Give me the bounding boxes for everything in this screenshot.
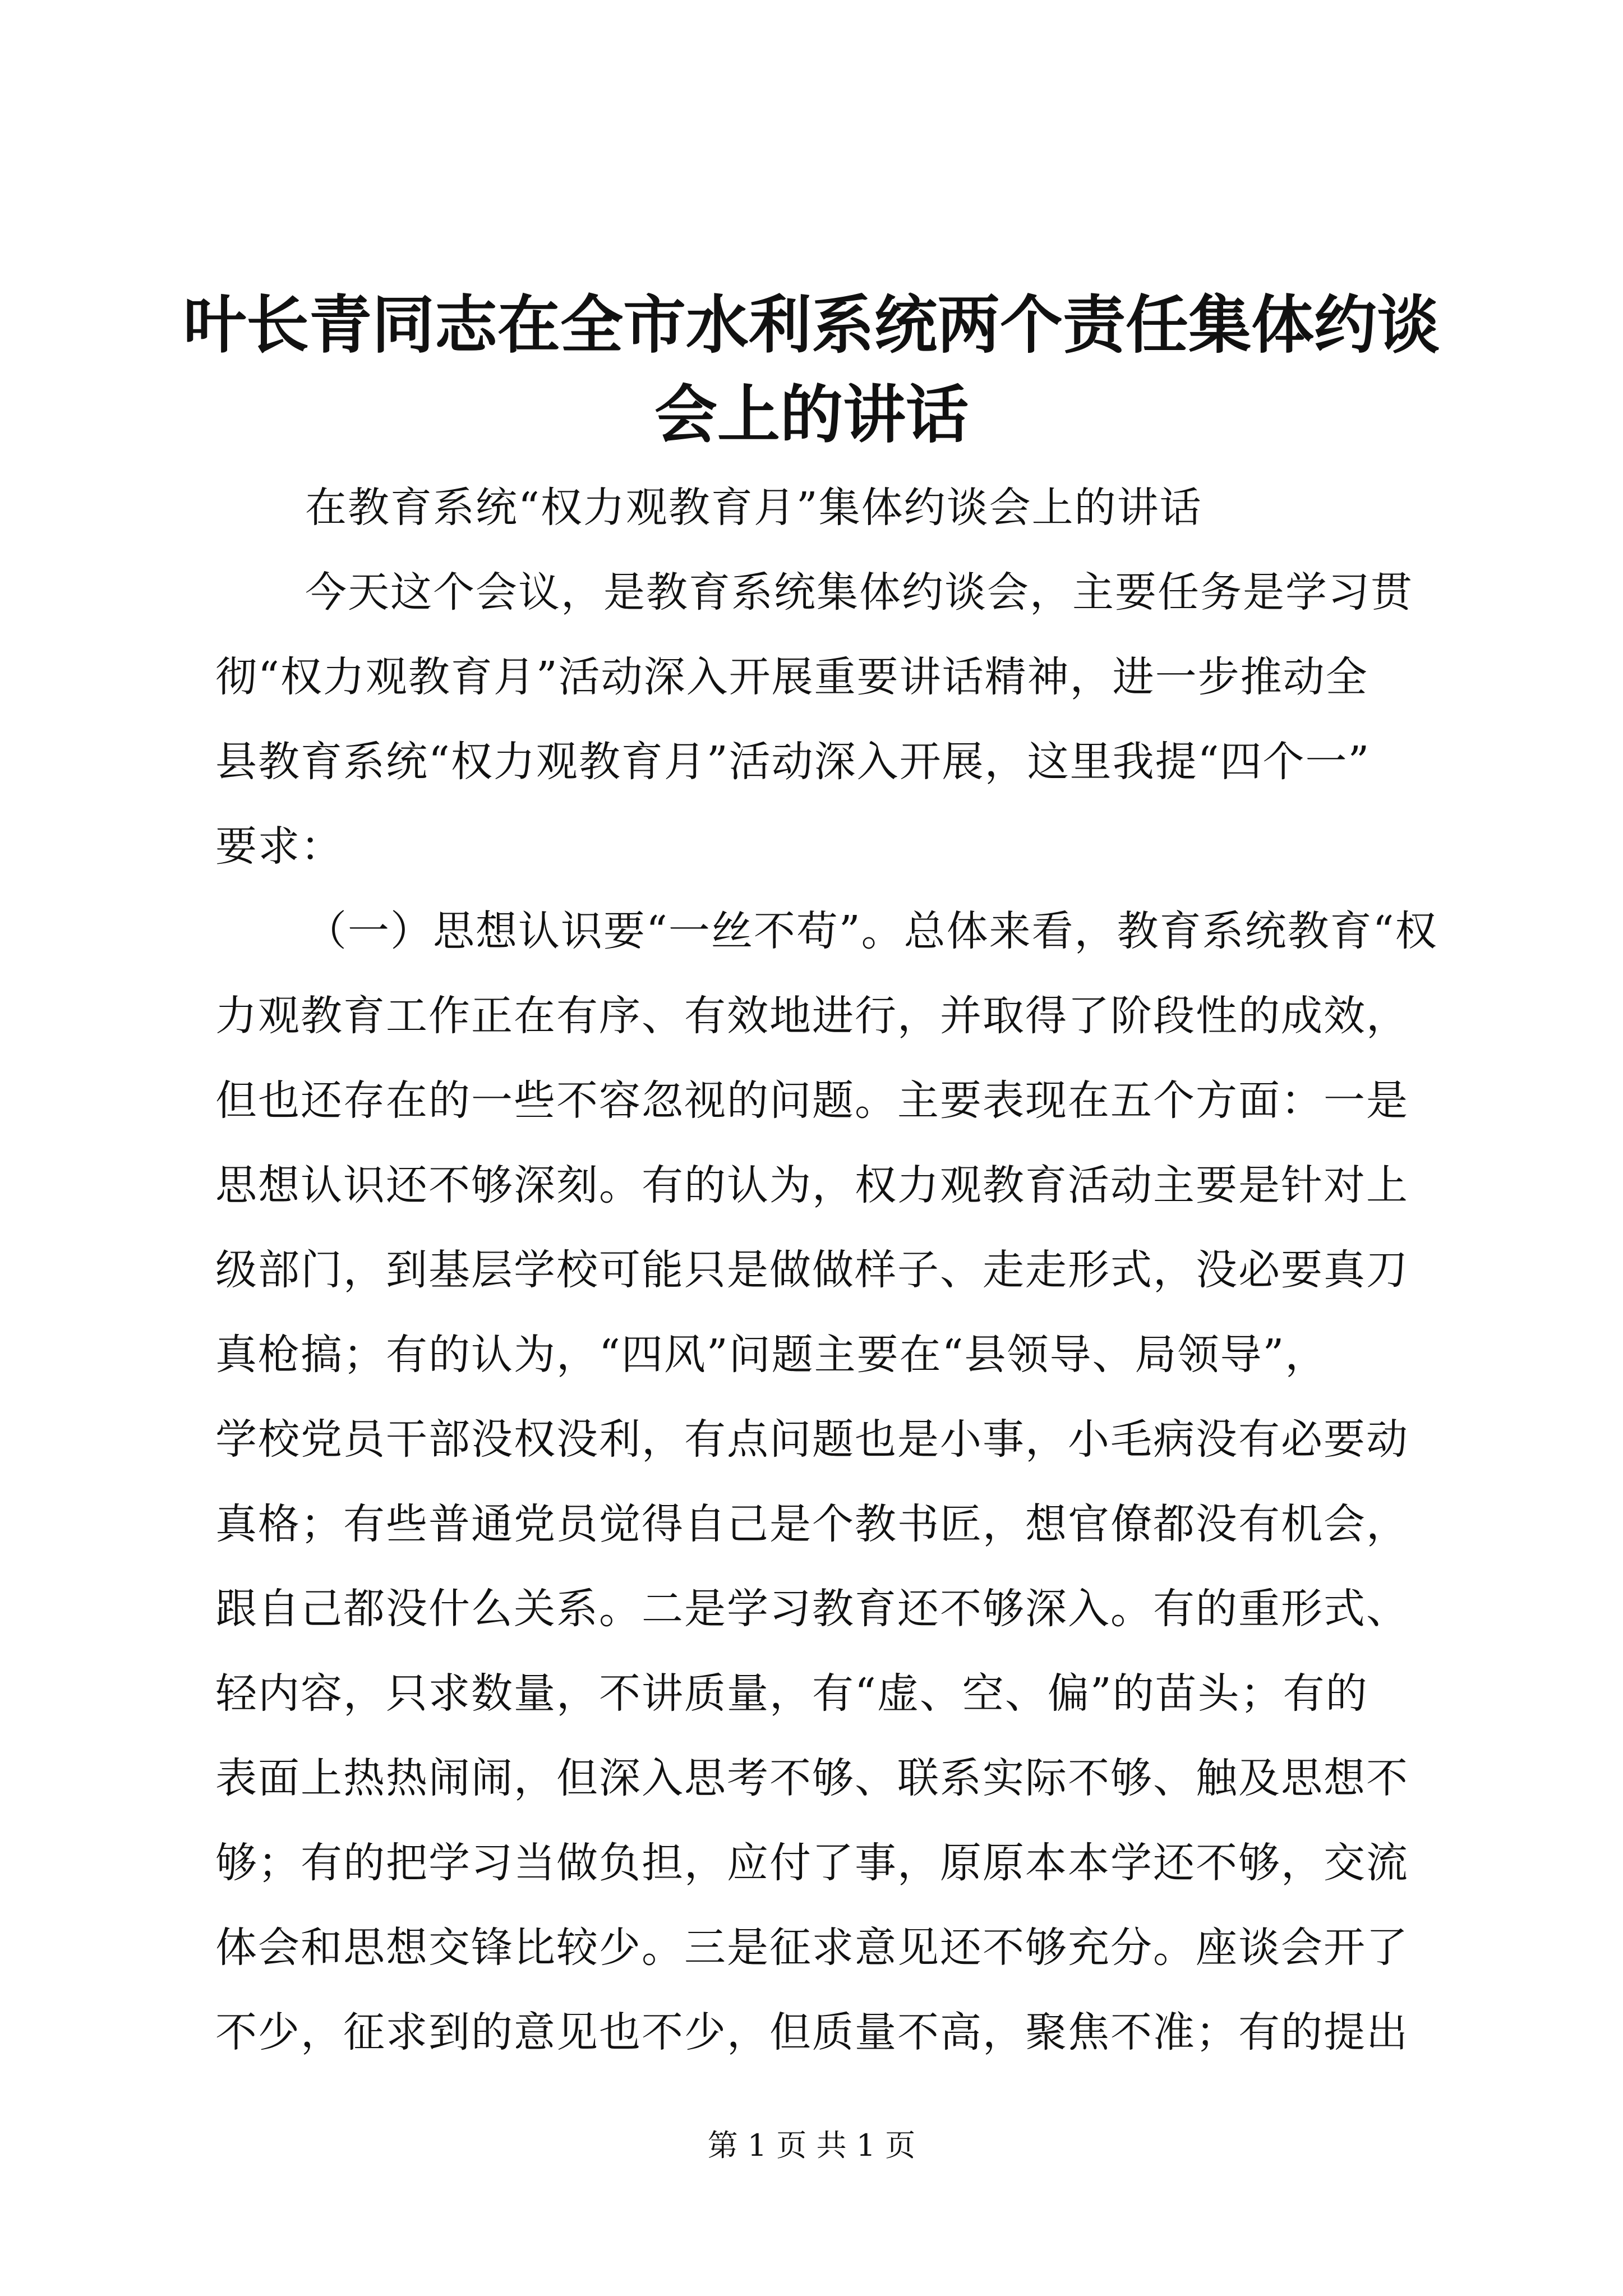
body-line: 跟自己都没什么关系。二是学习教育还不够深入。有的重形式、 bbox=[215, 1585, 1409, 1633]
body-line: 级部门，到基层学校可能只是做做样子、走走形式，没必要真刀 bbox=[215, 1246, 1409, 1294]
page-footer bbox=[0, 2126, 1623, 2165]
document-body bbox=[215, 466, 1438, 2075]
body-line: 但也还存在的一些不容忽视的问题。主要表现在五个方面：一是 bbox=[215, 1076, 1409, 1125]
body-line: 真枪搞；有的认为，“四风”问题主要在“县领导、局领导”， bbox=[215, 1331, 1328, 1379]
body-line: 要求： bbox=[215, 822, 343, 871]
body-line: 今天这个会议，是教育系统集体约谈会，主要任务是学习贯 bbox=[305, 568, 1413, 616]
body-line: 彻“权力观教育月”活动深入开展重要讲话精神，进一步推动全 bbox=[215, 653, 1368, 701]
title-line-1: 叶长青同志在全市水利系统两个责任集体约谈 bbox=[183, 288, 1440, 362]
body-line: 思想认识还不够深刻。有的认为，权力观教育活动主要是针对上 bbox=[215, 1161, 1409, 1209]
body-line: 力观教育工作正在有序、有效地进行，并取得了阶段性的成效， bbox=[215, 992, 1409, 1040]
title-line-2: 会上的讲话 bbox=[654, 378, 969, 452]
body-line: 不少，征求到的意见也不少，但质量不高，聚焦不准；有的提出 bbox=[215, 2008, 1409, 2056]
body-line: 学校党员干部没权没利，有点问题也是小事，小毛病没有必要动 bbox=[215, 1415, 1409, 1464]
subtitle: 在教育系统“权力观教育月”集体约谈会上的讲话 bbox=[305, 484, 1202, 532]
body-line: 体会和思想交锋比较少。三是征求意见还不够充分。座谈会开了 bbox=[215, 1924, 1409, 1972]
body-line: 县教育系统“权力观教育月”活动深入开展，这里我提“四个一” bbox=[215, 738, 1371, 786]
body-line: 真格；有些普通党员觉得自己是个教书匠，想官僚都没有机会， bbox=[215, 1500, 1409, 1548]
page-number: 第 1 页 共 1 页 bbox=[707, 2128, 916, 2163]
body-line: 轻内容，只求数量，不讲质量，有“虚、空、偏”的苗头；有的 bbox=[215, 1669, 1368, 1718]
page-title bbox=[168, 280, 1455, 460]
body-line: （一）思想认识要“一丝不苟”。总体来看，教育系统教育“权 bbox=[305, 907, 1438, 955]
body-line: 表面上热热闹闹，但深入思考不够、联系实际不够、触及思想不 bbox=[215, 1754, 1409, 1802]
body-line: 够；有的把学习当做负担，应付了事，原原本本学还不够，交流 bbox=[215, 1839, 1409, 1887]
